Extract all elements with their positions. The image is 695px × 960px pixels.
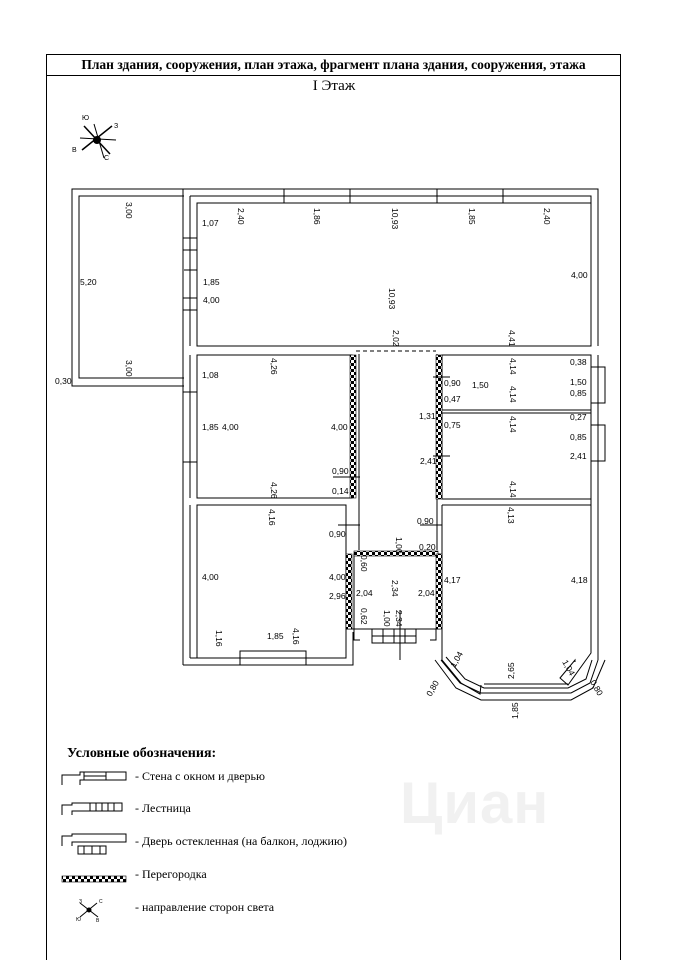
dim-414c: 4,14 xyxy=(508,416,518,433)
dim-062: 0,62 xyxy=(359,608,369,625)
compass-w: В xyxy=(72,147,77,154)
dim-090b: 0,90 xyxy=(329,529,346,539)
dim-296: 2,96 xyxy=(329,591,346,601)
dim-520: 5,20 xyxy=(80,277,97,287)
legend-symbols xyxy=(62,772,126,917)
dim-417: 4,17 xyxy=(444,575,461,585)
legend-stair-icon xyxy=(62,803,122,815)
dim-104a: 1,04 xyxy=(448,649,466,669)
dim-265: 2,65 xyxy=(506,662,516,679)
legend-glazed-door-icon xyxy=(62,834,126,854)
interior-walls xyxy=(197,203,591,694)
legend-partition-icon xyxy=(62,876,126,882)
dim-020: 0,20 xyxy=(419,542,436,552)
dim-400b: 4,00 xyxy=(571,270,588,280)
legend-partition: - Перегородка xyxy=(135,867,207,881)
dim-185d: 1,85 xyxy=(267,631,284,641)
dim-185c: 1,85 xyxy=(202,422,219,432)
dim-400f: 4,00 xyxy=(329,572,346,582)
dim-416a: 4,16 xyxy=(267,509,277,526)
dim-100b: 1,00 xyxy=(382,610,392,627)
terrace xyxy=(72,189,184,386)
dim-090c: 0,90 xyxy=(444,378,461,388)
dim-090a: 0,90 xyxy=(332,466,349,476)
dim-400c: 4,00 xyxy=(222,422,239,432)
dim-060: 0,60 xyxy=(359,555,369,572)
dim-414d: 4,14 xyxy=(508,481,518,498)
plan-title: План здания, сооружения, план этажа, фрагмент плана здания, сооружения, этажа xyxy=(46,54,621,76)
dim-418: 4,18 xyxy=(571,575,588,585)
dim-426b: 4,26 xyxy=(269,482,279,499)
dim-204a: 2,04 xyxy=(356,588,373,598)
svg-text:В: В xyxy=(96,918,100,924)
dim-090d: 0,90 xyxy=(417,516,434,526)
dim-185a: 1,85 xyxy=(467,208,477,225)
watermark: Циан xyxy=(400,771,550,836)
dim-204b: 2,04 xyxy=(418,588,435,598)
dim-038: 0,38 xyxy=(570,357,587,367)
dim-413: 4,13 xyxy=(506,507,516,524)
dim-240b: 2,40 xyxy=(542,208,552,225)
dim-100a: 1,00 xyxy=(394,537,404,554)
floor-label: I Этаж xyxy=(312,78,356,94)
compass-e: З xyxy=(114,123,119,130)
dim-1093b: 10,93 xyxy=(387,288,397,310)
compass-n: Ю xyxy=(82,115,90,122)
dimension-labels xyxy=(55,202,605,719)
dim-030: 0,30 xyxy=(55,376,72,386)
dim-400a: 4,00 xyxy=(203,295,220,305)
dim-131: 1,31 xyxy=(419,411,436,421)
dim-300a: 3,00 xyxy=(124,202,134,219)
dim-400d: 4,00 xyxy=(331,422,348,432)
legend-compass-icon xyxy=(80,903,98,917)
legend-wall: - Стена с окном и дверью xyxy=(135,769,265,783)
dim-104b: 1,04 xyxy=(560,658,578,678)
dim-1093a: 10,93 xyxy=(390,208,400,230)
dim-240a: 2,40 xyxy=(236,208,246,225)
legend-glazed-door: - Дверь остекленная (на балкон, лоджию) xyxy=(135,834,347,848)
dim-426a: 4,26 xyxy=(269,358,279,375)
dim-234a: 2,34 xyxy=(390,580,400,597)
dim-234b: 2,34 xyxy=(394,610,404,627)
dim-186: 1,86 xyxy=(312,208,322,225)
dim-150b: 1,50 xyxy=(570,377,587,387)
dim-300b: 3,00 xyxy=(124,360,134,377)
legend-compass: - направление сторон света xyxy=(135,900,275,914)
dim-400e: 4,00 xyxy=(202,572,219,582)
legend-stair: - Лестница xyxy=(135,801,191,815)
legend-title: Условные обозначения: xyxy=(67,746,217,761)
dim-241a: 2,41 xyxy=(420,456,437,466)
dim-414b: 4,14 xyxy=(508,386,518,403)
bay-window xyxy=(435,657,605,700)
dim-014: 0,14 xyxy=(332,486,349,496)
dim-241b: 2,41 xyxy=(570,451,587,461)
dim-080b: 0,80 xyxy=(588,678,606,698)
dim-202: 2,02 xyxy=(391,330,401,347)
compass-s: С xyxy=(104,155,110,162)
dim-185e: 1,85 xyxy=(510,702,520,719)
compass-icon xyxy=(72,115,118,162)
dim-047: 0,47 xyxy=(444,394,461,404)
dim-441: 4,41 xyxy=(507,330,517,347)
dim-416b: 4,16 xyxy=(291,628,301,645)
svg-text:З: З xyxy=(79,899,83,905)
dim-085a: 0,85 xyxy=(570,388,587,398)
dim-027: 0,27 xyxy=(570,412,587,422)
dim-185b: 1,85 xyxy=(203,277,220,287)
dim-075: 0,75 xyxy=(444,420,461,430)
dim-414a: 4,14 xyxy=(508,358,518,375)
entrance-stair xyxy=(184,270,450,660)
svg-text:Ю: Ю xyxy=(76,917,82,923)
legend-wall-icon xyxy=(62,772,126,785)
dim-085b: 0,85 xyxy=(570,432,587,442)
dim-108: 1,08 xyxy=(202,370,219,380)
dim-150a: 1,50 xyxy=(472,380,489,390)
dim-107: 1,07 xyxy=(202,218,219,228)
dim-116: 1,16 xyxy=(214,630,224,647)
dim-080a: 0,80 xyxy=(424,678,442,698)
svg-text:С: С xyxy=(99,899,103,905)
